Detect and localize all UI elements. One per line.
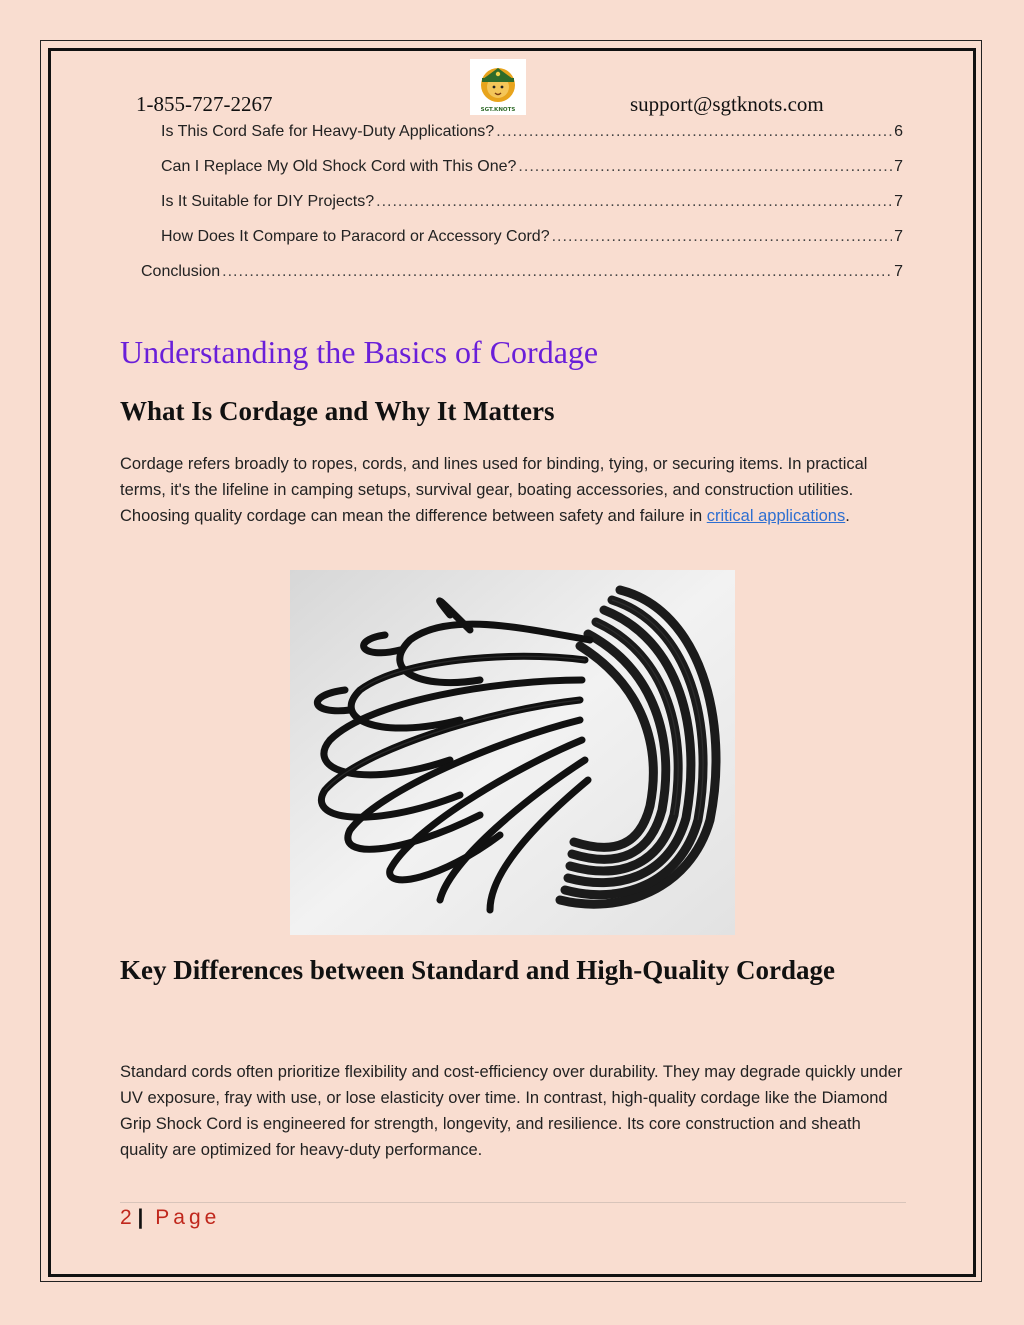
intro-paragraph-text: Cordage refers broadly to ropes, cords, and lines used for binding, tying, or securing items. In practical terms, it's the lifeline in camping setups, survival gear, boating accessories, and construction utilities. Choosing quality cordage can mean the difference between safety and failure in — [120, 455, 868, 525]
header-email: support@sgtknots.com — [630, 92, 824, 116]
toc-leader-dots — [552, 228, 892, 246]
section-subtitle: What Is Cordage and Why It Matters — [120, 396, 555, 426]
page-number-footer — [120, 1206, 220, 1230]
toc-entry[interactable] — [161, 193, 903, 211]
differences-paragraph: Standard cords often prioritize flexibility and cost-efficiency over durability. They may degrade quickly under UV exposure, fray with use, or lose elasticity over time. In contrast, high-quality cordage like the Diamond Grip Shock Cord is engineered for strength, longevity, and resilience. Its core construction and sheath quality are optimized for heavy-duty performance. — [120, 1063, 903, 1159]
toc-leader-dots — [496, 123, 892, 141]
intro-paragraph — [120, 451, 910, 529]
logo-text: SGT.KNOTS — [480, 107, 516, 113]
toc-entry[interactable] — [161, 158, 903, 176]
section-title: Understanding the Basics of Cordage — [120, 334, 599, 370]
toc-leader-dots — [376, 193, 892, 211]
toc-entry[interactable] — [161, 123, 903, 141]
sgt-knots-logo — [470, 59, 526, 115]
toc-entry-page: 7 — [894, 193, 903, 210]
footer-divider — [120, 1202, 906, 1203]
black-shock-cord-photo — [290, 570, 735, 935]
toc-entry-label: Is This Cord Safe for Heavy-Duty Applications? — [161, 123, 495, 140]
differences-heading: Key Differences between Standard and High-Quality Cordage — [120, 955, 835, 985]
toc-entry[interactable] — [161, 228, 903, 246]
toc-entry-page: 7 — [894, 228, 903, 245]
toc-entry-label: Is It Suitable for DIY Projects? — [161, 193, 375, 210]
toc-entry-label: How Does It Compare to Paracord or Accessory Cord? — [161, 228, 550, 245]
toc-entry-page: 6 — [894, 123, 903, 140]
page-word: Page — [155, 1206, 221, 1229]
toc-entry-page: 7 — [894, 158, 903, 175]
header-phone: 1-855-727-2267 — [136, 92, 273, 116]
toc-leader-dots — [518, 158, 892, 176]
intro-paragraph-end: . — [845, 507, 850, 525]
toc-entry[interactable] — [141, 263, 903, 281]
page-separator: | — [137, 1206, 144, 1229]
toc-entry-label: Conclusion — [141, 263, 221, 280]
critical-applications-link[interactable]: critical applications — [706, 507, 846, 525]
toc-entry-label: Can I Replace My Old Shock Cord with This One? — [161, 158, 517, 175]
toc-leader-dots — [222, 263, 892, 281]
toc-entry-page: 7 — [894, 263, 903, 280]
page-number: 2 — [120, 1206, 132, 1229]
